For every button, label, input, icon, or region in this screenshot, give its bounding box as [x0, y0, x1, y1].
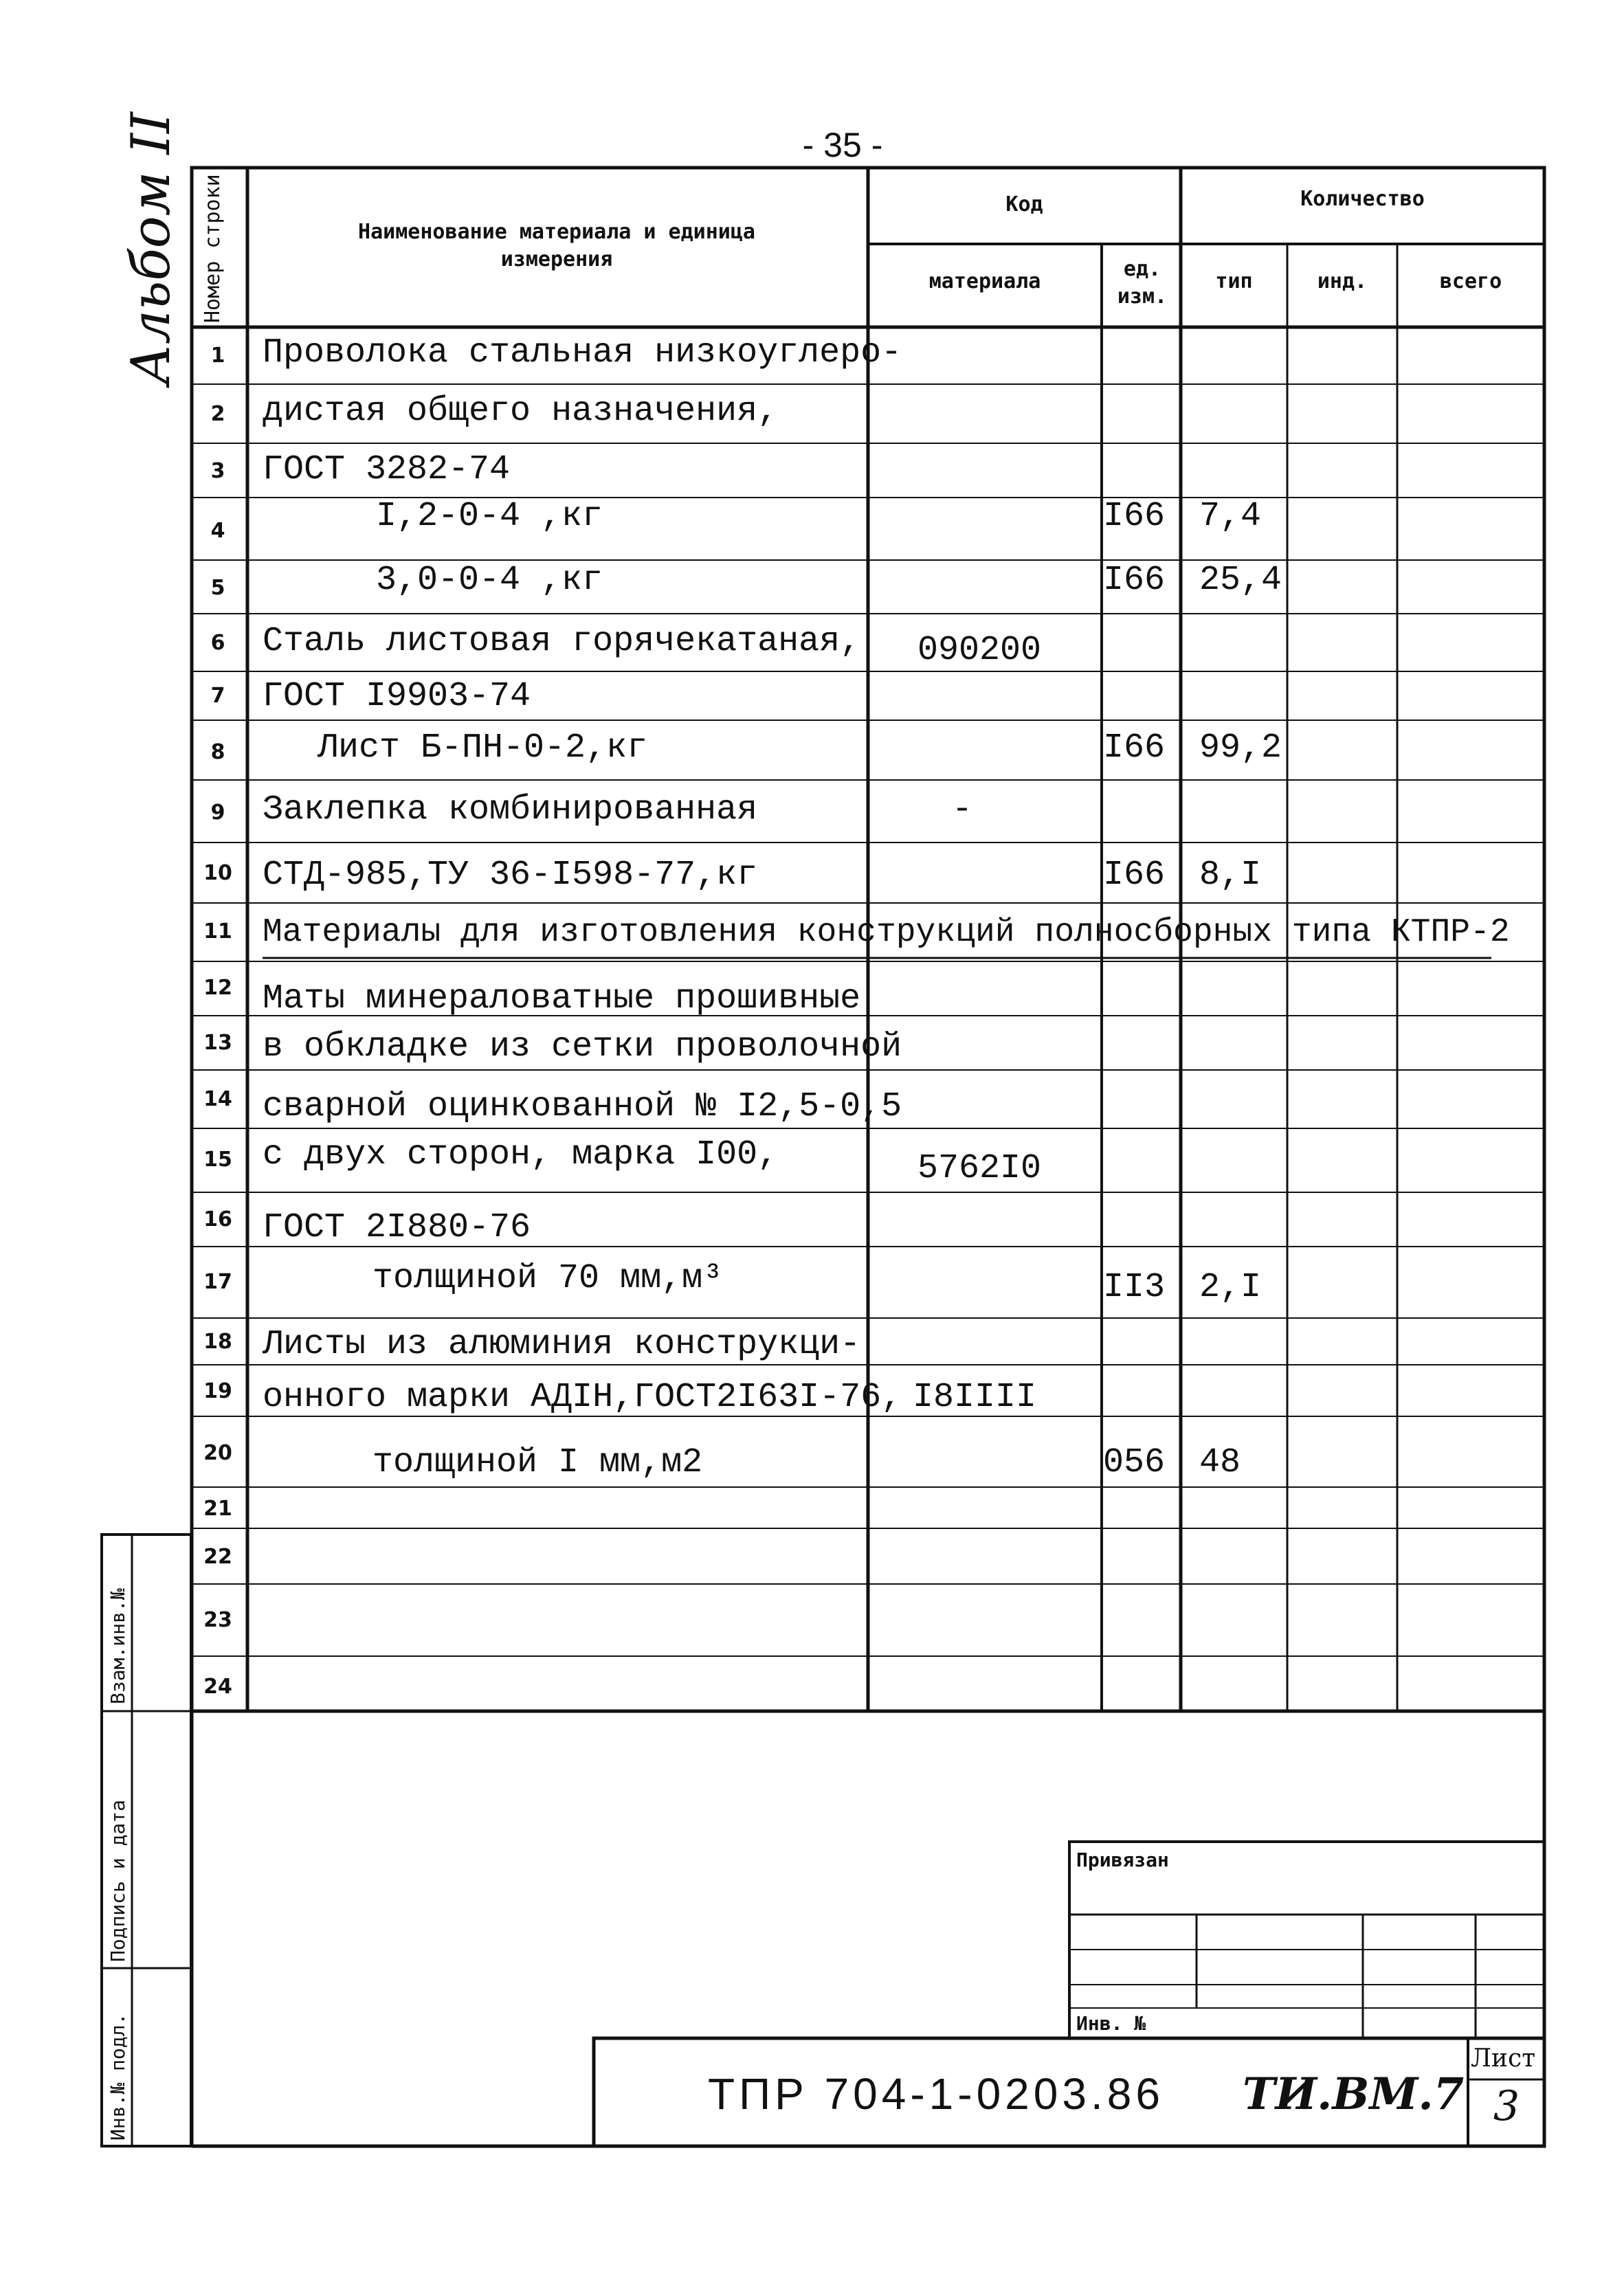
row-number: 23 [203, 1608, 232, 1632]
quantity-type: 25,4 [1199, 561, 1282, 600]
material-name: Сталь листовая горячекатаная, [263, 622, 861, 661]
row-number: 1 [210, 344, 225, 368]
material-code: - [952, 790, 973, 829]
row-number: 19 [203, 1379, 232, 1403]
material-name: 3,0-0-4 ,кг [376, 561, 603, 600]
row-number: 7 [210, 684, 225, 708]
quantity-type: 2,I [1199, 1268, 1262, 1307]
header-code: Код [1005, 192, 1043, 216]
quantity-type: 99,2 [1199, 728, 1282, 768]
header-qty-ind: инд. [1317, 269, 1368, 293]
row-number: 13 [203, 1031, 232, 1055]
header-qty-total: всего [1439, 269, 1502, 293]
row-number: 6 [210, 631, 225, 655]
row-number: 24 [203, 1675, 232, 1699]
material-name: СТД-985,ТУ 36-I598-77,кг [263, 856, 758, 895]
material-name: Заклепка комбинированная [263, 790, 758, 829]
row-number: 3 [210, 459, 225, 483]
header-material-name: Наименование материала и единица измерения [358, 220, 755, 271]
row-number: 16 [203, 1207, 232, 1231]
material-name: Проволока стальная низкоуглеро- [263, 333, 902, 372]
album-label: Альбом II [120, 112, 182, 385]
material-name: Листы из алюминия конструкци- [263, 1325, 861, 1364]
material-section-heading: Материалы для изготовления конструкций полносборных типа КТПР-2 [263, 914, 1510, 951]
side-inv-sub: Взам.инв.№ [107, 1588, 129, 1704]
row-number: 8 [210, 740, 225, 764]
row-number: 18 [203, 1330, 232, 1354]
unit-code: I66 [1103, 497, 1166, 536]
unit-code: II3 [1103, 1268, 1166, 1307]
quantity-type: 48 [1199, 1443, 1241, 1482]
material-name: дистая общего назначения, [263, 392, 779, 431]
material-name: ГОСТ I9903-74 [263, 677, 531, 716]
row-number: 21 [203, 1497, 232, 1521]
material-name: в обкладке из сетки проволочной [263, 1027, 902, 1067]
row-number: 22 [203, 1545, 232, 1569]
row-number: 2 [210, 402, 225, 426]
material-name: Лист Б-ПН-0-2,кг [318, 728, 648, 768]
row-number: 15 [203, 1148, 232, 1172]
quantity-type: 7,4 [1199, 497, 1262, 536]
material-name: с двух сторон, марка I00, [263, 1135, 779, 1174]
header-row-number: Номер строки [201, 174, 225, 323]
row-number: 4 [210, 519, 225, 543]
row-number: 17 [203, 1270, 232, 1294]
row-number: 14 [203, 1087, 232, 1111]
stamp-document-code: ТПР 704-1-0203.86 [708, 2069, 1164, 2119]
row-number: 9 [210, 801, 225, 825]
material-name: онного марки АДIН,ГОСТ2I63I-76, [263, 1378, 902, 1417]
unit-code: I66 [1103, 728, 1166, 768]
side-inv-orig: Инв.№ подл. [107, 2013, 129, 2141]
header-code-material: материала [928, 269, 1041, 293]
material-name: толщиной I мм,м2 [372, 1443, 703, 1482]
quantity-type: 8,I [1199, 856, 1262, 895]
unit-code: I66 [1103, 856, 1166, 895]
side-signature-date: Подпись и дата [107, 1799, 129, 1962]
material-name: толщиной 70 мм,м³ [372, 1259, 724, 1298]
stamp-bound-label: Привязан [1076, 1849, 1169, 1871]
row-number: 12 [203, 976, 232, 1000]
stamp-inv-label: Инв. № [1076, 2012, 1146, 2035]
row-number: 11 [203, 919, 232, 944]
material-code: I8IIII [913, 1378, 1037, 1417]
row-number: 20 [203, 1441, 232, 1465]
material-code: 090200 [917, 631, 1042, 670]
unit-code: I66 [1103, 561, 1166, 600]
row-number: 10 [203, 861, 232, 885]
material-code: 5762I0 [917, 1149, 1042, 1188]
stamp-sheet-number: 3 [1493, 2082, 1520, 2130]
header-qty-type: тип [1215, 269, 1253, 293]
stamp-sheet-label: Лист [1471, 2044, 1536, 2073]
page-number: - 35 - [802, 126, 883, 164]
material-name: Маты минераловатные прошивные [263, 979, 861, 1018]
unit-code: 056 [1103, 1443, 1166, 1482]
header-quantity: Количество [1300, 187, 1425, 211]
material-name: ГОСТ 2I880-76 [263, 1208, 531, 1247]
material-name: I,2-0-4 ,кг [376, 497, 603, 536]
row-number: 5 [210, 576, 225, 600]
header-code-unit: ед. изм. [1117, 257, 1168, 309]
stamp-sheet-code: ТИ.ВМ.7 [1243, 2068, 1465, 2120]
material-name: сварной оцинкованной № I2,5-0,5 [263, 1087, 902, 1126]
material-name: ГОСТ 3282-74 [263, 450, 511, 489]
